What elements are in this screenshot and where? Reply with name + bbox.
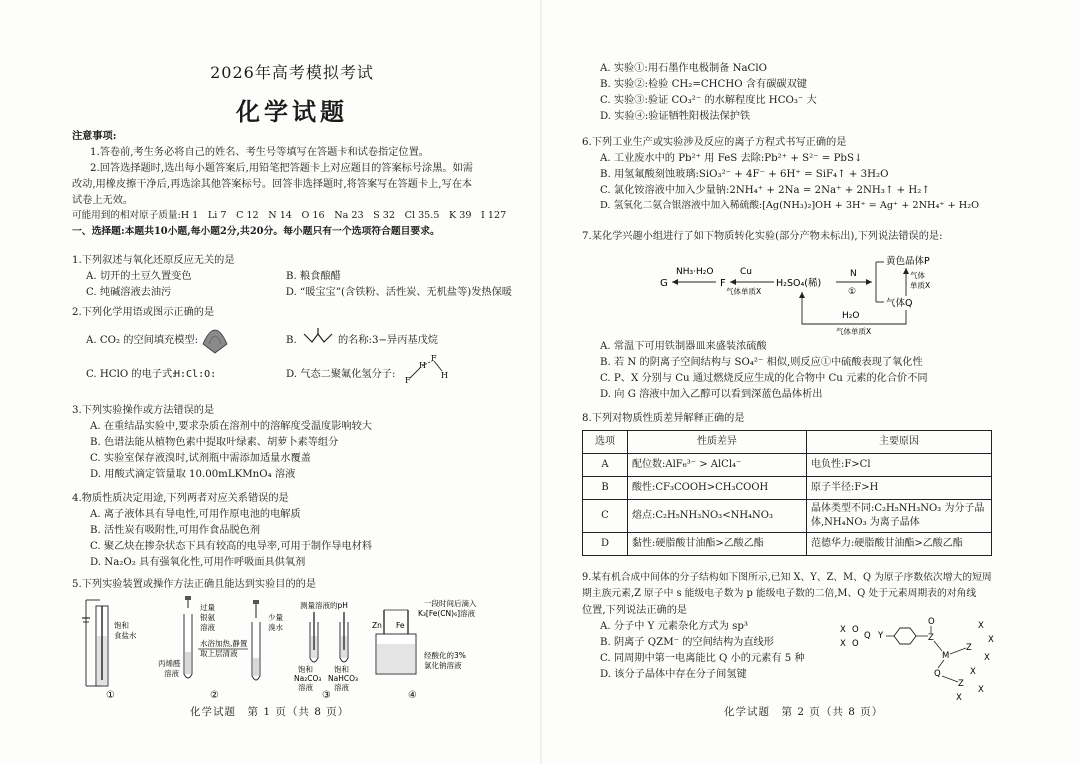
label: 过量 <box>200 603 215 612</box>
table-header: 主要原因 <box>807 431 992 454</box>
atom-label: H <box>441 371 448 380</box>
table-cell: C <box>583 500 628 533</box>
question-stem: 位置,下列说法正确的是 <box>582 605 688 616</box>
atomic-masses: 可能用到的相对原子质量:H 1 Li 7 C 12 N 14 O 16 Na 23 S 32 Cl 35.5 K 39 I 127 <box>72 210 507 221</box>
section-one: 一、选择题:本题共10小题,每小题2分,共20分。每小题只有一个选项符合题目要求。 <box>72 226 440 237</box>
table-row <box>583 533 992 556</box>
table-row <box>583 477 992 500</box>
option-b: B. 阴离子 QZM⁻ 的空间结构为直线形 <box>600 637 774 648</box>
q5-apparatus-figure <box>72 596 512 706</box>
option-b-label: B. <box>286 335 297 346</box>
label: 一段时间后滴入 <box>424 599 477 608</box>
label: 食盐水 <box>114 631 137 640</box>
option-b: B. 实验②:检验 CH₂=CHCHO 含有碳碳双键 <box>600 79 807 90</box>
option-d: D. 气态二聚氟化氢分子: <box>286 369 396 380</box>
option-d: D. 用酸式滴定管量取 10.00mLKMnO₄ 溶液 <box>90 469 296 480</box>
co2-model-icon <box>200 322 230 356</box>
table-cell: 黏性:硬脂酸甘油酯>乙酸乙酯 <box>628 533 807 556</box>
table-cell: 熔点:C₂H₅NH₃NO₃<NH₄NO₃ <box>628 500 807 533</box>
atom-label: Z <box>928 633 934 643</box>
question-2 <box>72 306 512 388</box>
apparatus-2 <box>158 596 283 701</box>
option-c: C. HClO 的电子式: <box>86 369 176 380</box>
option-c: C. 实验③:验证 CO₃²⁻ 的水解程度比 HCO₃⁻ 大 <box>600 95 817 106</box>
question-5 <box>72 578 512 594</box>
subject-title: 化学试题 <box>236 97 348 126</box>
label: 饱和 <box>298 665 313 674</box>
atom-label: X <box>984 653 990 663</box>
label: 溶液 <box>200 623 215 632</box>
question-stem: 9.某有机合成中间体的分子结构如下图所示,已知 X、Y、Z、M、Q 为原子序数依次增大的短周 <box>582 572 992 583</box>
reagent-label: 气体 <box>910 271 925 280</box>
atom-label: H <box>419 361 426 370</box>
q8-table-wrap <box>582 430 992 556</box>
table-row <box>583 500 992 533</box>
label: 溶液 <box>164 669 179 678</box>
label: Zn <box>372 621 382 630</box>
notice-head: 注意事项: <box>72 130 117 142</box>
table-cell: D <box>583 533 628 556</box>
apparatus-1 <box>82 600 137 701</box>
label: 溶液 <box>298 683 313 692</box>
question-7-options <box>582 340 1012 404</box>
q7-flow-diagram <box>656 248 946 342</box>
option-c: C. P、X 分别与 Cu 通过燃烧反应生成的化合物中 Cu 元素的化合价不同 <box>600 373 928 384</box>
atom-label: M <box>942 651 950 661</box>
option-d: D. 氢氧化二氨合银溶液中加入稀硫酸:[Ag(NH₃)₂]OH + 3H⁺ = Ag⁺ + 2NH₄⁺ + H₂O <box>600 200 980 211</box>
figure-mark: ① <box>106 690 115 701</box>
exam-title: 2026年高考模拟考试 <box>210 63 374 82</box>
page-fold <box>540 0 542 764</box>
option-a: A. CO₂ 的空间填充模型: <box>86 335 199 346</box>
table-cell: 原子半径:F>H <box>807 477 992 500</box>
question-stem: 8.下列对物质性质差异解释正确的是 <box>582 413 745 424</box>
notice-line: 2.回答选择题时,选出每小题答案后,用铅笔把答题卡上对应题目的答案标号涂黑。如需 <box>90 163 473 174</box>
question-stem: 5.下列实验装置或操作方法正确且能达到实验目的的是 <box>72 579 317 590</box>
node-f: F <box>720 278 726 289</box>
reagent-label: Cu <box>740 267 752 277</box>
option-a: A. 分子中 Y 元素杂化方式为 sp³ <box>600 621 748 632</box>
option-d: D. 向 G 溶液中加入乙醇可以看到深蓝色晶体析出 <box>600 389 823 400</box>
option-d: D. Na₂O₂ 具有强氧化性,可用作呼吸面具供氧剂 <box>90 557 306 568</box>
notice-line: 改动,用橡皮擦干净后,再选涂其他答案标号。回答非选择题时,将答案写在答题卡上,写在本 <box>72 179 473 190</box>
option-a: A. 离子液体具有导电性,可用作原电池的电解质 <box>90 509 301 520</box>
table-cell: 酸性:CF₃COOH>CH₃COOH <box>628 477 807 500</box>
q9-molecule-diagram <box>838 614 1008 706</box>
node-g: G <box>660 278 668 289</box>
label: NaHCO₃ <box>328 674 358 683</box>
figure-mark: ② <box>210 690 219 701</box>
label: Na₂CO₃ <box>294 674 322 683</box>
label: 少量 <box>268 613 283 622</box>
skeletal-formula-icon <box>302 328 334 352</box>
question-stem: 1.下列叙述与氧化还原反应无关的是 <box>72 255 235 266</box>
option-d: D. 该分子晶体中存在分子间氢键 <box>600 669 747 680</box>
question-5-options <box>582 62 1012 126</box>
atom-label: X <box>970 667 976 677</box>
table-header: 选项 <box>583 431 628 454</box>
hf-dimer-diagram <box>402 354 450 384</box>
atom-label: X <box>988 635 994 645</box>
table-row <box>583 454 992 477</box>
page-footer: 化学试题 第 2 页（共 8 页） <box>724 706 884 718</box>
reagent-label: 气体单质X <box>836 327 872 336</box>
option-b: 的名称:3−异丙基戊烷 <box>338 335 438 346</box>
label: 饱和 <box>334 665 349 674</box>
figure-mark: ④ <box>408 690 417 701</box>
atom-label: X <box>978 685 984 695</box>
hclo-formula: H:Cl:O: <box>174 369 217 380</box>
figure-mark: ③ <box>322 690 331 701</box>
table-cell: 电负性:F>Cl <box>807 454 992 477</box>
reagent-label: 气体单质X <box>726 287 762 296</box>
question-stem: 期主族元素,Z 原子中 s 能级电子数为 p 能级电子数的二倍,M、Q 处于元素周期表的对角线 <box>582 588 977 599</box>
question-8 <box>582 412 1012 428</box>
question-7 <box>582 230 1012 246</box>
question-stem: 4.物质性质决定用途,下列两者对应关系错误的是 <box>72 493 289 504</box>
label: K₃[Fe(CN)₆]溶液 <box>418 609 476 618</box>
label: 测量溶液的pH <box>300 601 348 610</box>
apparatus-3 <box>294 600 358 701</box>
label: Fe <box>396 621 405 630</box>
option-b: B. 活性炭有吸附性,可用作食品脱色剂 <box>90 525 261 536</box>
label: 饱和 <box>114 621 129 630</box>
question-3 <box>72 404 512 484</box>
option-a: A. 工业废水中的 Pb²⁺ 用 FeS 去除:Pb²⁺ + S²⁻ = PbS↓ <box>600 153 863 164</box>
notices <box>72 130 512 242</box>
apparatus-4 <box>372 598 477 701</box>
option-b: B. 色谱法能从植物色素中提取叶绿素、胡萝卜素等组分 <box>90 437 339 448</box>
option-b: B. 粮食酿醋 <box>286 271 341 282</box>
table-cell: B <box>583 477 628 500</box>
label: 银氨 <box>200 613 215 622</box>
atom-label: X <box>978 621 984 631</box>
option-c: C. 同周期中第一电离能比 Q 小的元素有 5 种 <box>600 653 805 664</box>
atom-label: Z <box>958 679 964 689</box>
option-c: C. 聚乙炔在掺杂状态下具有较高的电导率,可用于制作导电材料 <box>90 541 373 552</box>
label: 经酸化的3% <box>424 651 466 660</box>
label: 丙烯醛 <box>158 659 181 668</box>
option-c: C. 纯碱溶液去油污 <box>86 287 172 298</box>
atom-label: O <box>852 639 859 649</box>
atom-label: Z <box>966 643 972 653</box>
option-b: B. 若 N 的阴离子空间结构与 SO₄²⁻ 相似,则反应①中硫酸表现了氧化性 <box>600 357 923 368</box>
label: 溴水 <box>268 623 283 632</box>
atom-label: Y <box>878 631 884 641</box>
atom-label: O <box>852 625 859 635</box>
option-d: D. 实验④:验证牺牲阳极法保护铁 <box>600 111 751 122</box>
atom-label: Q <box>864 631 871 641</box>
table-cell: 配位数:AlF₆³⁻ > AlCl₄⁻ <box>628 454 807 477</box>
option-c: C. 氯化铵溶液中加入少量钠:2NH₄⁺ + 2Na = 2Na⁺ + 2NH₃↑ + H₂↑ <box>600 185 930 196</box>
atom-label: X <box>840 625 846 635</box>
atom-label: F <box>405 376 411 384</box>
label: 氯化钠溶液 <box>424 661 462 670</box>
label: 取上层清液 <box>200 649 238 658</box>
atom-label: F <box>431 354 437 363</box>
atom-label: X <box>840 639 846 649</box>
table-header: 性质差异 <box>628 431 807 454</box>
reaction-mark: ① <box>848 287 857 297</box>
table-cell: 范德华力:硬脂酸甘油酯>乙酸乙酯 <box>807 533 992 556</box>
question-stem: 2.下列化学用语或图示正确的是 <box>72 307 215 318</box>
table-cell: 晶体类型不同:C₂H₅NH₃NO₃ 为分子晶体,NH₄NO₃ 为离子晶体 <box>807 500 992 533</box>
label: 水浴加热,静置 <box>200 639 248 648</box>
notice-line: 试卷上无效。 <box>72 195 134 206</box>
option-a: A. 切开的土豆久置变色 <box>86 271 192 282</box>
notice-line: 1.答卷前,考生务必将自己的姓名、考生号等填写在答题卡和试卷指定位置。 <box>90 147 429 158</box>
question-stem: 6.下列工业生产或实验涉及反应的离子方程式书写正确的是 <box>582 137 847 148</box>
atom-label: O <box>928 617 935 627</box>
question-stem: 7.某化学兴趣小组进行了如下物质转化实验(部分产物未标出),下列说法错误的是: <box>582 231 943 242</box>
node-p: 黄色晶体P <box>886 256 930 267</box>
table-cell: A <box>583 454 628 477</box>
reagent-label: N <box>850 269 857 279</box>
node-h2so4: H₂SO₄(稀) <box>776 278 822 289</box>
option-a: A. 常温下可用铁制器皿来盛装浓硫酸 <box>600 341 767 352</box>
node-q: 气体Q <box>886 298 913 309</box>
option-a: A. 在重结晶实验中,要求杂质在溶剂中的溶解度受温度影响较大 <box>90 421 372 432</box>
option-d: D. “暖宝宝”(含铁粉、活性炭、无机盐等)发热保暖 <box>285 287 512 298</box>
question-stem: 3.下列实验操作或方法错误的是 <box>72 405 215 416</box>
atom-label: Q <box>934 669 941 679</box>
page-footer: 化学试题 第 1 页（共 8 页） <box>190 706 350 718</box>
question-4 <box>72 492 512 572</box>
reagent-label: 单质X <box>910 281 931 290</box>
option-a: A. 实验①:用石墨作电极制备 NaClO <box>600 63 767 74</box>
q8-table <box>582 430 992 556</box>
question-1 <box>72 254 512 302</box>
reagent-label: H₂O <box>842 311 860 321</box>
reagent-label: NH₃·H₂O <box>676 267 714 277</box>
label: 溶液 <box>334 683 349 692</box>
atom-label: X <box>956 693 962 702</box>
option-b: B. 用氢氟酸刻蚀玻璃:SiO₃²⁻ + 4F⁻ + 6H⁺ = SiF₄↑ + 3H₂O <box>600 169 889 180</box>
question-6 <box>582 136 1012 216</box>
option-c: C. 实验室保存液溴时,试剂瓶中需添加适量水覆盖 <box>90 453 311 464</box>
